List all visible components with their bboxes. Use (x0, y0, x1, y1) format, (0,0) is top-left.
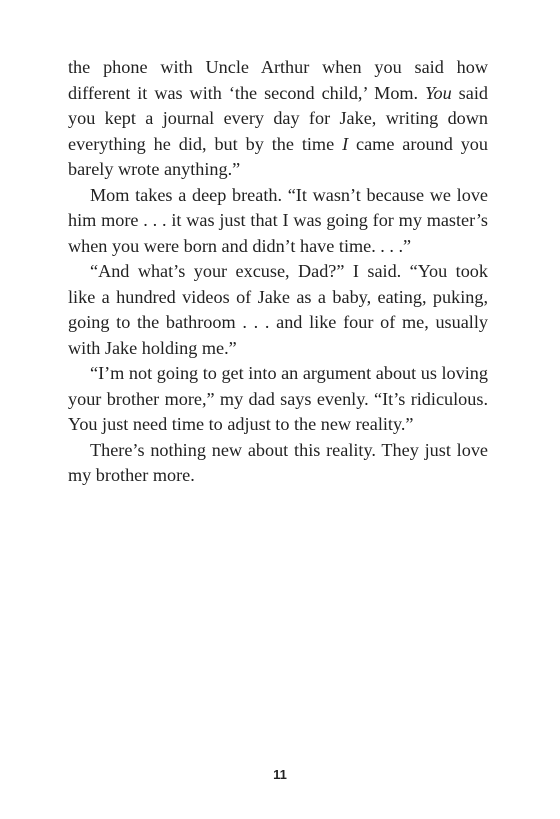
paragraph-1-segment-3: said you kept a journal every day for Jake, writing down everything he did, but by the time (68, 82, 488, 154)
paragraph-5 (68, 438, 488, 489)
paragraph-1 (68, 55, 488, 183)
paragraph-2 (68, 183, 488, 260)
paragraph-4 (68, 361, 488, 438)
paragraph-1-segment-1: the phone with Uncle Arthur when you said how different it was with ‘the second child,’ Mom. (68, 57, 488, 103)
body-text (68, 55, 488, 489)
paragraph-4-text: “I’m not going to get into an argument about us loving your brother more,” my dad says evenly. “It’s ridiculous. You just need time to adjust to the new reality.” (68, 363, 488, 434)
paragraph-3-text: “And what’s your excuse, Dad?” I said. “You took like a hundred videos of Jake as a baby, eating, puking, going to the bathroom . . . and like four of me, usually with Jake holding me.” (68, 261, 488, 358)
paragraph-5-text: There’s nothing new about this reality. They just love my brother more. (68, 439, 488, 485)
paragraph-1-emphasis-you: You (425, 82, 452, 103)
page-number: 11 (273, 767, 287, 782)
paragraph-2-text: Mom takes a deep breath. “It wasn’t because we love him more . . . it was just that I was going for my master’s when you were born and didn’t have time. . . .” (68, 184, 488, 256)
paragraph-1-emphasis-i: I (342, 133, 349, 154)
paragraph-1-segment-5: came around you barely wrote anything.” (68, 133, 488, 179)
paragraph-3 (68, 259, 488, 361)
